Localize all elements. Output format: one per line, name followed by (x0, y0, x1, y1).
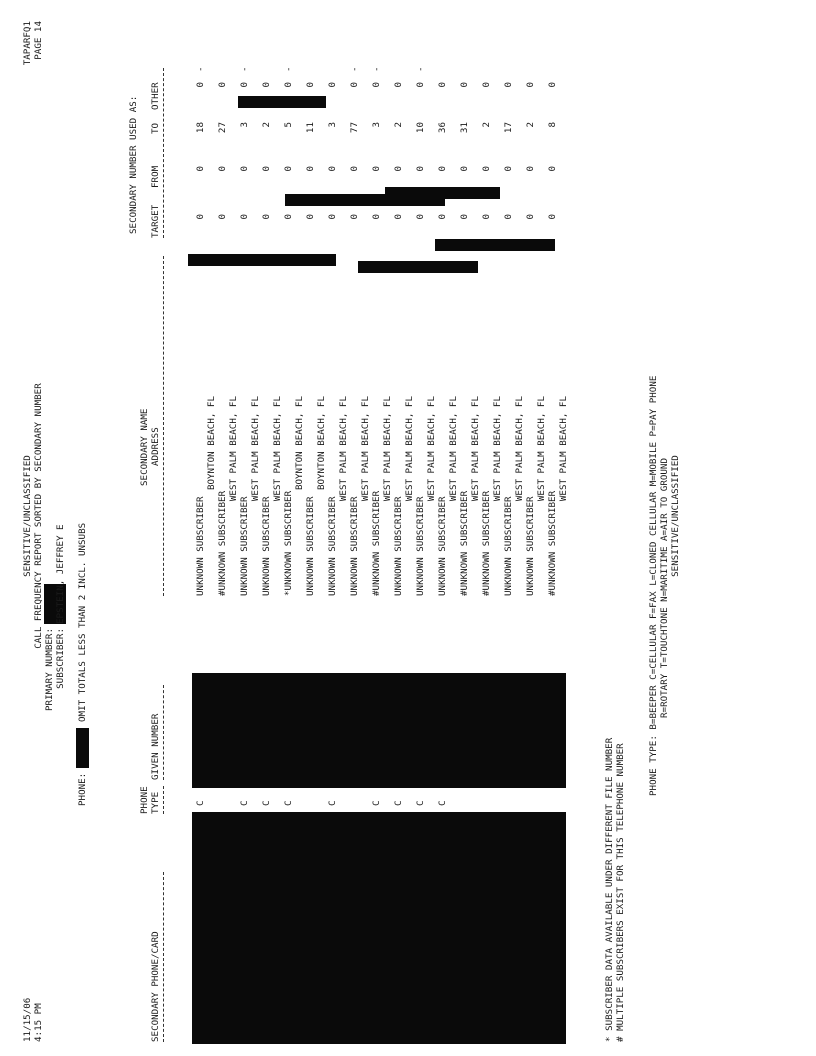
row-from: 0 (195, 166, 206, 172)
row-secondary-name: UNKNOWN SUBSCRIBER (525, 496, 536, 596)
row-address: WEST PALM BEACH, FL (514, 396, 525, 502)
secondary-phone-header: SECONDARY PHONE/CARD (150, 931, 161, 1042)
row-from: 0 (437, 166, 448, 172)
row-to: 8 (547, 122, 558, 128)
row-to: 2 (261, 122, 272, 128)
row-target: 0 (481, 214, 492, 220)
row-phone-type: C (327, 800, 338, 806)
row-target: 0 (525, 214, 536, 220)
row-other: 0 (547, 82, 558, 88)
report-title: CALL FREQUENCY REPORT SORTED BY SECONDARY NUMBER (33, 383, 44, 649)
row-target: 0 (349, 214, 360, 220)
phone-label: PHONE: (77, 772, 88, 806)
row-target: 0 (327, 214, 338, 220)
row-other: 0 (393, 82, 404, 88)
divider-secondary-name (163, 256, 164, 596)
given-number-header: GIVEN NUMBER (150, 713, 161, 780)
classification-bottom: SENSITIVE/UNCLASSIFIED (670, 455, 681, 577)
row-address: WEST PALM BEACH, FL (470, 396, 481, 502)
table-row (547, 0, 569, 1056)
row-address: BOYNTON BEACH, FL (316, 396, 327, 491)
row-phone-type: C (239, 800, 250, 806)
row-address: WEST PALM BEACH, FL (404, 396, 415, 502)
table-row (371, 0, 393, 1056)
row-to: 2 (393, 122, 404, 128)
secondary-name-header: SECONDARY NAME (139, 408, 150, 486)
row-phone-type: C (415, 800, 426, 806)
row-phone-type: C (371, 800, 382, 806)
row-to: 2 (525, 122, 536, 128)
row-other: 0 (239, 82, 250, 88)
row-secondary-name: *UNKNOWN SUBSCRIBER (283, 490, 294, 596)
omit-note: OMIT TOTALS LESS THAN 2 INCL. UNSUBS (77, 522, 88, 722)
row-target: 0 (547, 214, 558, 220)
row-from: 0 (459, 166, 470, 172)
table-row (327, 0, 349, 1056)
table-row (261, 0, 283, 1056)
redaction-mark-4 (358, 261, 478, 273)
row-from: 0 (239, 166, 250, 172)
row-other: 0 (305, 82, 316, 88)
row-secondary-name: #UNKNOWN SUBSCRIBER (481, 490, 492, 596)
used-as-header: SECONDARY NUMBER USED AS: (128, 95, 139, 234)
row-to: 5 (283, 122, 294, 128)
row-other: 0 (459, 82, 470, 88)
from-header: FROM (150, 165, 161, 188)
row-other: 0 (525, 82, 536, 88)
phone-type-header-2: TYPE (150, 791, 161, 814)
table-row (459, 0, 481, 1056)
row-phone-type: C (437, 800, 448, 806)
table-row (503, 0, 525, 1056)
row-other: 0 (481, 82, 492, 88)
table-row (195, 0, 217, 1056)
row-target: 0 (503, 214, 514, 220)
row-from: 0 (349, 166, 360, 172)
row-other: 0 (261, 82, 272, 88)
row-address: BOYNTON BEACH, FL (206, 396, 217, 491)
table-row (481, 0, 503, 1056)
row-secondary-name: UNKNOWN SUBSCRIBER (349, 496, 360, 596)
row-from: 0 (217, 166, 228, 172)
row-other: 0 (327, 82, 338, 88)
row-address: BOYNTON BEACH, FL (294, 396, 305, 491)
row-address: WEST PALM BEACH, FL (448, 396, 459, 502)
divider-phone-type (163, 786, 164, 814)
row-address: WEST PALM BEACH, FL (228, 396, 239, 502)
row-phone-type: C (393, 800, 404, 806)
phone-type-header-1: PHONE (139, 786, 150, 814)
footnote-hash: # MULTIPLE SUBSCRIBERS EXIST FOR THIS TELEPHONE NUMBER (615, 743, 626, 1042)
row-mark: - (415, 66, 426, 72)
row-other: 0 (217, 82, 228, 88)
row-to: 3 (239, 122, 250, 128)
row-to: 18 (195, 122, 206, 134)
row-from: 0 (283, 166, 294, 172)
target-header: TARGET (150, 204, 161, 238)
redaction-mark-6 (435, 239, 555, 251)
redaction-mark-5 (385, 187, 500, 199)
row-from: 0 (525, 166, 536, 172)
row-secondary-name: UNKNOWN SUBSCRIBER (305, 496, 316, 596)
row-other: 0 (349, 82, 360, 88)
table-row (525, 0, 547, 1056)
phone-type-legend-1: PHONE TYPE: B=BEEPER C=CELLULAR F=FAX L=CLONED CELLULAR M=MOBILE P=PAY PHONE (648, 375, 659, 796)
row-secondary-name: #UNKNOWN SUBSCRIBER (371, 490, 382, 596)
row-mark: - (371, 66, 382, 72)
row-phone-type: C (195, 800, 206, 806)
row-secondary-name: UNKNOWN SUBSCRIBER (261, 496, 272, 596)
row-secondary-name: UNKNOWN SUBSCRIBER (195, 496, 206, 596)
row-from: 0 (393, 166, 404, 172)
row-target: 0 (239, 214, 250, 220)
row-from: 0 (547, 166, 558, 172)
row-to: 3 (327, 122, 338, 128)
row-from: 0 (305, 166, 316, 172)
row-secondary-name: #UNKNOWN SUBSCRIBER (217, 490, 228, 596)
to-header: TO (150, 122, 161, 134)
report-time: 4:15 PM (33, 1003, 44, 1042)
classification-top: SENSITIVE/UNCLASSIFIED (22, 455, 33, 577)
row-to: 31 (459, 122, 470, 134)
row-target: 0 (393, 214, 404, 220)
row-target: 0 (459, 214, 470, 220)
row-from: 0 (327, 166, 338, 172)
row-from: 0 (415, 166, 426, 172)
row-address: WEST PALM BEACH, FL (360, 396, 371, 502)
row-secondary-name: UNKNOWN SUBSCRIBER (437, 496, 448, 596)
row-to: 77 (349, 122, 360, 134)
table-row (217, 0, 239, 1056)
divider-used-as (163, 68, 164, 238)
subscriber-label: SUBSCRIBER: (55, 628, 66, 689)
row-to: 36 (437, 122, 448, 134)
row-secondary-name: #UNKNOWN SUBSCRIBER (547, 490, 558, 596)
row-from: 0 (503, 166, 514, 172)
row-target: 0 (283, 214, 294, 220)
row-mark: - (239, 66, 250, 72)
address-header: ADDRESS (150, 427, 161, 466)
row-target: 0 (415, 214, 426, 220)
redaction-mark-1 (188, 254, 336, 266)
row-target: 0 (371, 214, 382, 220)
row-to: 17 (503, 122, 514, 134)
row-phone-type: C (261, 800, 272, 806)
row-secondary-name: UNKNOWN SUBSCRIBER (415, 496, 426, 596)
row-other: 0 (437, 82, 448, 88)
row-to: 10 (415, 122, 426, 134)
other-header: OTHER (150, 82, 161, 110)
row-target: 0 (217, 214, 228, 220)
table-row (239, 0, 261, 1056)
row-from: 0 (261, 166, 272, 172)
row-other: 0 (503, 82, 514, 88)
row-address: WEST PALM BEACH, FL (272, 396, 283, 502)
row-address: WEST PALM BEACH, FL (382, 396, 393, 502)
divider-given-number (163, 685, 164, 780)
row-target: 0 (261, 214, 272, 220)
row-to: 11 (305, 122, 316, 134)
table-row (415, 0, 437, 1056)
subscriber-name: EPSTEIN, JEFFREY E (55, 524, 66, 624)
row-address: WEST PALM BEACH, FL (250, 396, 261, 502)
row-secondary-name: UNKNOWN SUBSCRIBER (393, 496, 404, 596)
table-row (437, 0, 459, 1056)
row-secondary-name: UNKNOWN SUBSCRIBER (239, 496, 250, 596)
redaction-mark-2 (238, 96, 326, 108)
report-id: TAPARFQ1 (22, 21, 33, 66)
row-mark: - (349, 66, 360, 72)
row-secondary-name: UNKNOWN SUBSCRIBER (503, 496, 514, 596)
row-address: WEST PALM BEACH, FL (426, 396, 437, 502)
table-row (393, 0, 415, 1056)
row-address: WEST PALM BEACH, FL (536, 396, 547, 502)
row-from: 0 (371, 166, 382, 172)
row-other: 0 (371, 82, 382, 88)
row-other: 0 (415, 82, 426, 88)
table-row (349, 0, 371, 1056)
primary-number-label: PRIMARY NUMBER: (44, 628, 55, 711)
row-to: 27 (217, 122, 228, 134)
row-other: 0 (283, 82, 294, 88)
footnote-star: * SUBSCRIBER DATA AVAILABLE UNDER DIFFERENT FILE NUMBER (604, 737, 615, 1042)
row-target: 0 (305, 214, 316, 220)
page-number: PAGE 14 (33, 21, 44, 60)
row-phone-type: C (283, 800, 294, 806)
phone-type-legend-2: R=ROTARY T=TOUCHTONE N=MARITIME A=AIR TO GROUND (659, 458, 670, 718)
row-secondary-name: #UNKNOWN SUBSCRIBER (459, 490, 470, 596)
row-target: 0 (195, 214, 206, 220)
row-secondary-name: UNKNOWN SUBSCRIBER (327, 496, 338, 596)
row-mark: - (195, 66, 206, 72)
divider-secondary-phone (163, 872, 164, 1042)
phone-redaction (76, 728, 89, 768)
row-target: 0 (437, 214, 448, 220)
row-to: 2 (481, 122, 492, 128)
table-row (283, 0, 305, 1056)
row-other: 0 (195, 82, 206, 88)
table-row (305, 0, 327, 1056)
row-mark: - (283, 66, 294, 72)
report-date: 11/15/06 (22, 997, 33, 1042)
row-address: WEST PALM BEACH, FL (338, 396, 349, 502)
row-to: 3 (371, 122, 382, 128)
row-address: WEST PALM BEACH, FL (558, 396, 569, 502)
row-from: 0 (481, 166, 492, 172)
row-address: WEST PALM BEACH, FL (492, 396, 503, 502)
